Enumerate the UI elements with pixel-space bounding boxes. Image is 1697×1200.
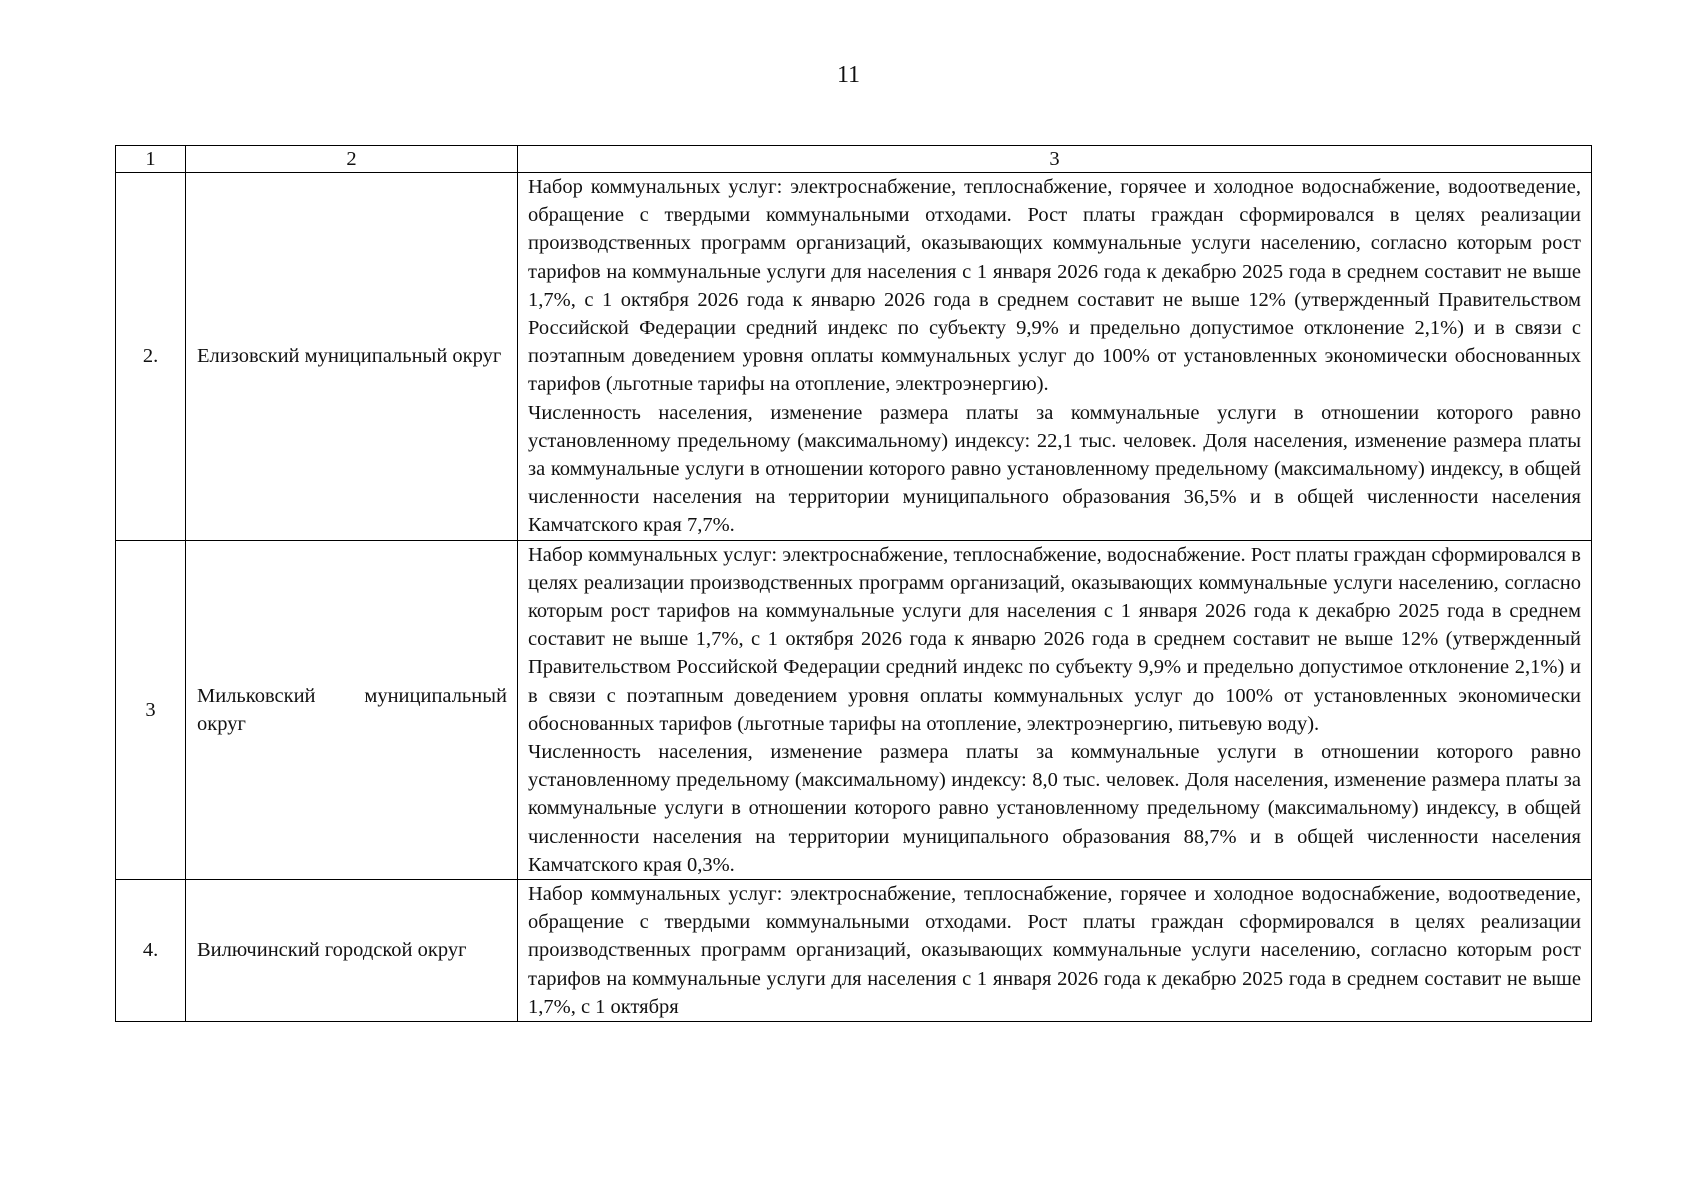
header-cell-col2: 2 — [186, 146, 518, 173]
table-header-row — [116, 146, 1592, 173]
row-number: 3 — [116, 540, 186, 879]
description-cell — [518, 540, 1592, 879]
table-row — [116, 540, 1592, 879]
row-number: 4. — [116, 880, 186, 1022]
district-name: Вилючинский городской округ — [186, 880, 518, 1022]
row-number: 2. — [116, 173, 186, 541]
district-name: Мильковский муниципальный округ — [186, 540, 518, 879]
district-name: Елизовский муниципальный округ — [186, 173, 518, 541]
description-paragraph: Набор коммунальных услуг: электроснабжение, теплоснабжение, горячее и холодное водоснабжение, водоотведение, обращение с твердыми коммунальными отходами. Рост платы граждан сформировался в целях реализации производственных программ организаций, оказывающих коммунальные услуги населению, согласно которым рост тарифов на коммунальные услуги для населения с 1 января 2026 года к декабрю 2025 года в среднем составит не выше 1,7%, с 1 октября — [528, 883, 1581, 1018]
page-number: 11 — [836, 62, 861, 88]
description-paragraph: Набор коммунальных услуг: электроснабжение, теплоснабжение, горячее и холодное водоснабжение, водоотведение, обращение с твердыми коммунальными отходами. Рост платы граждан сформировался в целях реализации производственных программ организаций, оказывающих коммунальные услуги населению, согласно которым рост тарифов на коммунальные услуги для населения с 1 января 2026 года к декабрю 2025 года в среднем составит не выше 1,7%, с 1 октября 2026 года к январю 2026 года в среднем составит не выше 12% (утвержденный Правительством Российской Федерации средний индекс по субъекту 9,9% и предельно допустимое отклонение 2,1%) и в связи с поэтапным доведением уровня оплаты коммунальных услуг до 100% от установленных экономически обоснованных тарифов (льготные тарифы на отопление, электроэнергию). — [528, 176, 1581, 396]
description-paragraph: Численность населения, изменение размера платы за коммунальные услуги в отношении которого равно установленному предельному (максимальному) индексу: 22,1 тыс. человек. Доля населения, изменение размера платы за коммунальные услуги в отношении которого равно установленному предельному (максимальному) индексу, в общей численности населения на территории муниципального образования 36,5% и в общей численности населения Камчатского края 7,7%. — [528, 401, 1581, 537]
header-cell-col3: 3 — [518, 146, 1592, 173]
description-paragraph: Численность населения, изменение размера платы за коммунальные услуги в отношении которого равно установленному предельному (максимальному) индексу: 8,0 тыс. человек. Доля населения, изменение размера платы за коммунальные услуги в отношении которого равно установленному предельному (максимальному) индексу, в общей численности населения на территории муниципального образования 88,7% и в общей численности населения Камчатского края 0,3%. — [528, 741, 1581, 876]
description-paragraph: Набор коммунальных услуг: электроснабжение, теплоснабжение, водоснабжение. Рост платы граждан сформировался в целях реализации производственных программ организаций, оказывающих коммунальные услуги населению, согласно которым рост тарифов на коммунальные услуги для населения с 1 января 2026 года к декабрю 2025 года в среднем составит не выше 1,7%, с 1 октября 2026 года к январю 2026 года в среднем составит не выше 12% (утвержденный Правительством Российской Федерации средний индекс по субъекту 9,9% и предельно допустимое отклонение 2,1%) и в связи с поэтапным доведением уровня оплаты коммунальных услуг до 100% от установленных экономически обоснованных тарифов (льготные тарифы на отопление, электроэнергию, питьевую воду). — [528, 543, 1581, 735]
header-cell-col1: 1 — [116, 146, 186, 173]
description-cell — [518, 880, 1592, 1022]
tariff-table — [115, 145, 1592, 1022]
description-cell — [518, 173, 1592, 541]
table-row — [116, 880, 1592, 1022]
table-row — [116, 173, 1592, 541]
